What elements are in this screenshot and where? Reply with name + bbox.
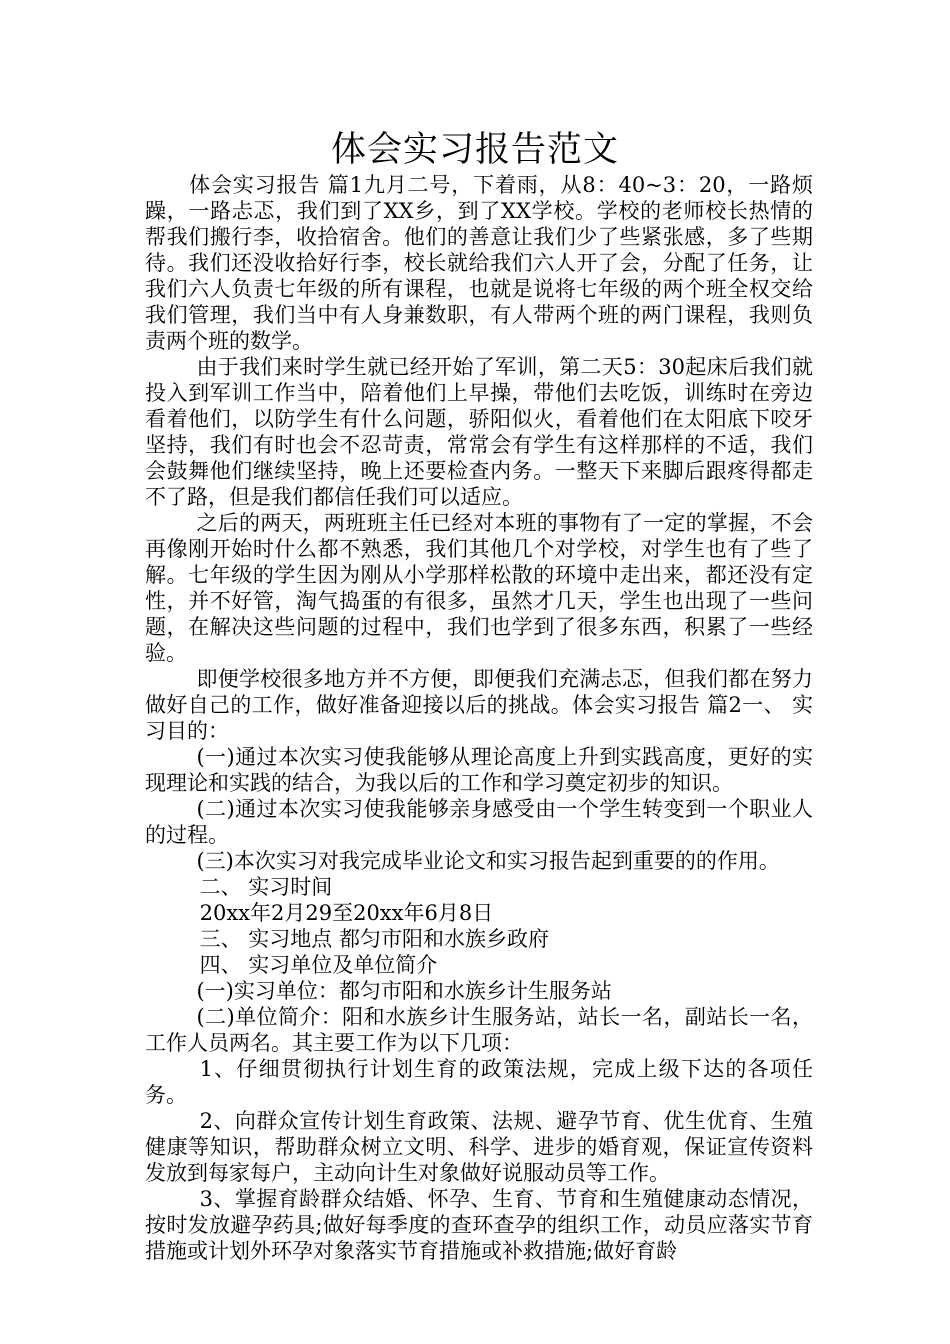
document-body: [145, 172, 813, 1264]
paragraph: 即便学校很多地方并不方便，即便我们充满忐忑，但我们都在努力做好自己的工作，做好准备迎接以后的挑战。体会实习报告 篇2一、 实习目的：: [145, 667, 813, 743]
section-heading: 二、 实习时间: [199, 875, 333, 899]
paragraph: (一)通过本次实习使我能够从理论高度上升到实践高度，更好的实现理论和实践的结合，为我以后的工作和学习奠定初步的知识。: [145, 745, 813, 795]
paragraph: (二)单位简介：阳和水族乡计生服务站，站长一名，副站长一名，工作人员两名。其主要工作为以下几项：: [145, 1005, 813, 1055]
paragraph: 20xx年2月29至20xx年6月8日: [199, 901, 494, 925]
section-heading: 三、 实习地点 都匀市阳和水族乡政府: [199, 927, 549, 951]
paragraph: (三)本次实习对我完成毕业论文和实习报告起到重要的的作用。: [196, 849, 780, 873]
paragraph: (二)通过本次实习使我能够亲身感受由一个学生转变到一个职业人的过程。: [145, 797, 813, 847]
paragraph: 之后的两天，两班班主任已经对本班的事物有了一定的掌握，不会再像刚开始时什么都不熟悉，我们其他几个对学校，对学生也有了些了解。七年级的学生因为刚从小学那样松散的环境中走出来，都还没有定性，并不好管，淘气捣蛋的有很多，虽然才几天，学生也出现了一些问题，在解决这些问题的过程中，我们也学到了很多东西，积累了一些经验。: [145, 511, 813, 665]
paragraph: 体会实习报告 篇1九月二号，下着雨，从8：40~3：20，一路烦躁，一路忐忑，我们到了XX乡，到了XX学校。学校的老师校长热情的帮我们搬行李，收拾宿舍。他们的善意让我们少了些紧张感，多了些期待。我们还没收拾好行李，校长就给我们六人开了会，分配了任务，让我们六人负责七年级的所有课程，也就是说将七年级的两个班全权交给我们管理，我们当中有人身兼数职，有人带两个班的两门课程，我则负责两个班的数学。: [145, 173, 813, 353]
list-item: 2、向群众宣传计划生育政策、法规、避孕节育、优生优育、生殖健康等知识，帮助群众树立文明、科学、进步的婚育观，保证宣传资料发放到每家每户，主动向计生对象做好说服动员等工作。: [145, 1109, 813, 1185]
paragraph: (一)实习单位：都匀市阳和水族乡计生服务站: [196, 979, 612, 1003]
document-title: 体会实习报告范文: [330, 130, 619, 170]
paragraph: 由于我们来时学生就已经开始了军训，第二天5：30起床后我们就投入到军训工作当中，陪着他们上早操，带他们去吃饭，训练时在旁边看着他们，以防学生有什么问题，骄阳似火，看着他们在太阳底下咬牙坚持，我们有时也会不忍苛责，常常会有学生有这样那样的不适，我们会鼓舞他们继续坚持，晚上还要检查内务。一整天下来脚后跟疼得都走不了路，但是我们都信任我们可以适应。: [145, 355, 813, 509]
section-heading: 四、 实习单位及单位简介: [199, 953, 438, 977]
list-item: 1、仔细贯彻执行计划生育的政策法规，完成上级下达的各项任务。: [145, 1057, 813, 1107]
list-item: 3、掌握育龄群众结婚、怀孕、生育、节育和生殖健康动态情况，按时发放避孕药具;做好每季度的查环查孕的组织工作，动员应落实节育措施或计划外环孕对象落实节育措施或补救措施;做好育龄: [145, 1187, 813, 1263]
